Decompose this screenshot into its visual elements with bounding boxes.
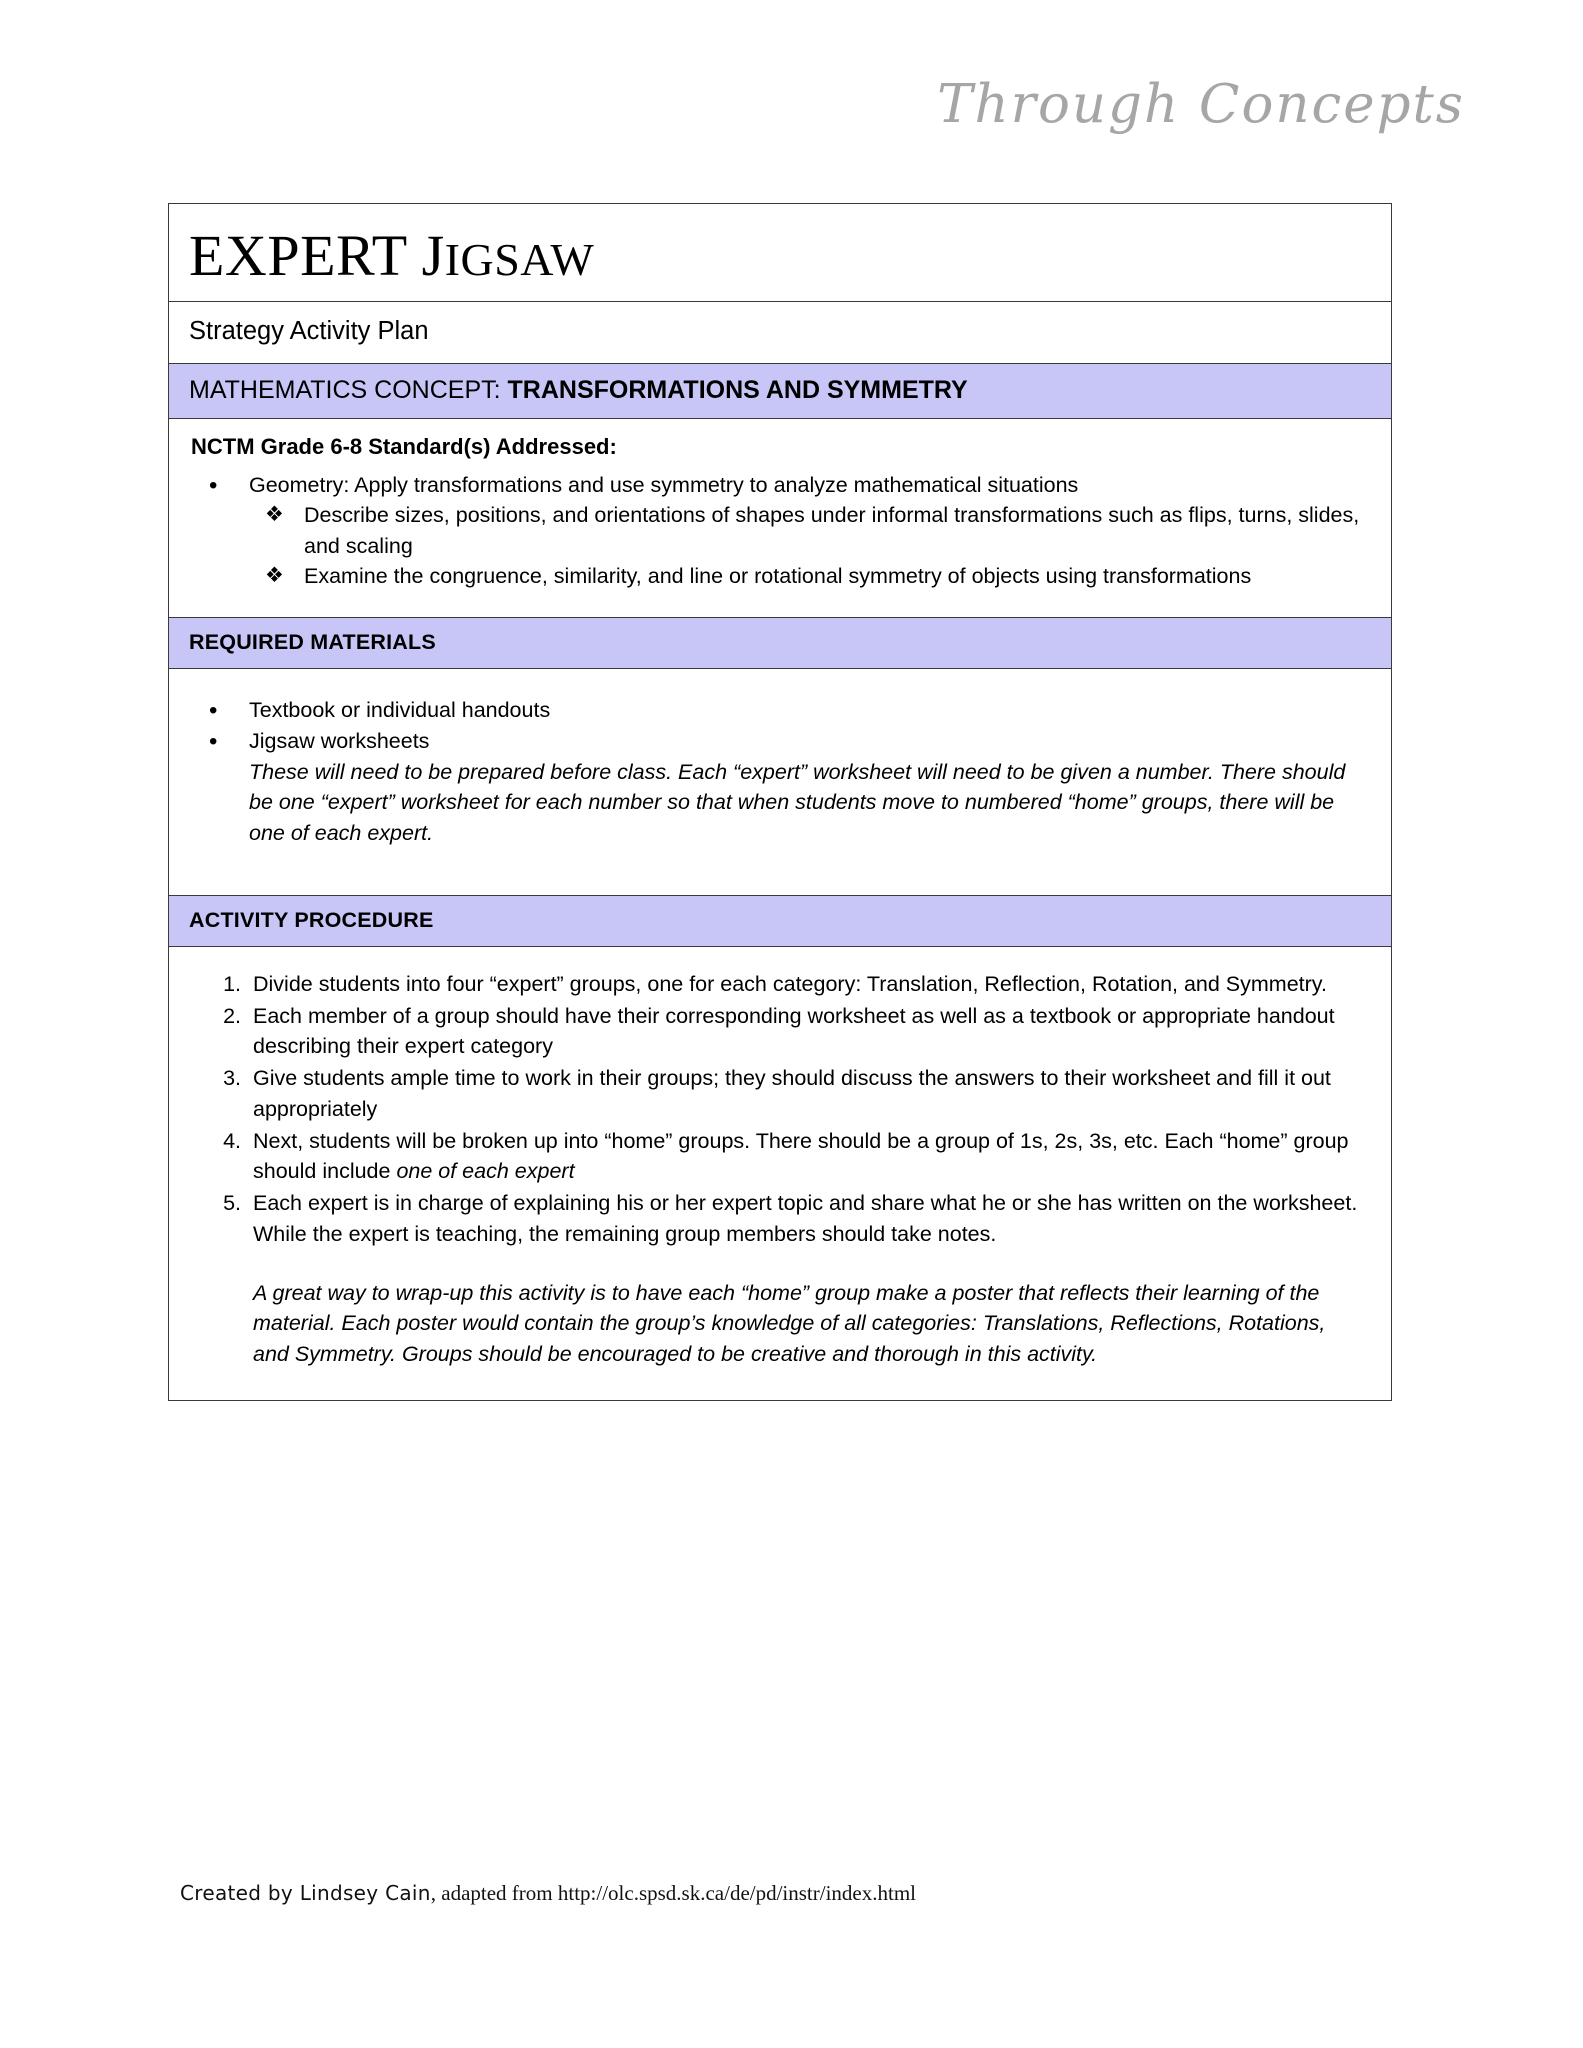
- materials-note: These will need to be prepared before class. Each “expert” worksheet will need to be given a number. There should be one “expert” worksheet for each number so that when students move to numbered “home” groups, there will be one of each expert.: [249, 759, 1346, 845]
- activity-procedure-heading: ACTIVITY PROCEDURE: [189, 908, 434, 933]
- step-text-emphasis: one of each expert: [396, 1159, 575, 1184]
- subtitle-row: [169, 302, 1391, 364]
- standards-section: [169, 419, 1391, 618]
- list-item: [191, 695, 1369, 726]
- step-number: 2.: [223, 1003, 241, 1028]
- step-number: 3.: [223, 1066, 241, 1091]
- step-text-before: Next, students will be broken up into “home” groups. There should be a group of 1s, 2s, 3s, etc. Each “home” group should include: [253, 1128, 1349, 1184]
- activity-procedure-band: [169, 896, 1391, 947]
- step-text: Give students ample time to work in their groups; they should discuss the answers to their worksheet and fill it out appropriately: [253, 1066, 1331, 1121]
- list-item: [191, 1063, 1369, 1124]
- standards-bullet-list: [191, 470, 1369, 592]
- step-text: Each member of a group should have their corresponding worksheet as well as a textbook or appropriate handout describing their expert category: [253, 1003, 1335, 1059]
- required-materials-section: [169, 669, 1391, 897]
- step-text: Divide students into four “expert” groups, one for each category: Translation, Reflection, Rotation, and Symmetry.: [253, 971, 1327, 996]
- standards-sub-item-text: Examine the congruence, similarity, and line or rotational symmetry of objects using transformations: [304, 564, 1252, 589]
- materials-item-text: Textbook or individual handouts: [249, 697, 551, 722]
- activity-plan-table: [168, 203, 1392, 1401]
- list-item: [191, 1001, 1369, 1062]
- page-title-smallcaps: IGSAW: [444, 234, 595, 285]
- title-row: [169, 204, 1391, 302]
- diamond-bullet-icon: ❖: [265, 564, 284, 588]
- diamond-bullet-icon: ❖: [265, 503, 284, 527]
- materials-item-text: Jigsaw worksheets: [249, 729, 430, 754]
- standards-item-text: Geometry: Apply transformations and use symmetry to analyze mathematical situations: [249, 472, 1079, 497]
- list-item: [191, 1188, 1369, 1249]
- standards-sub-item-text: Describe sizes, positions, and orientations of shapes under informal transformations such as flips, turns, slides, and scaling: [304, 503, 1360, 558]
- procedure-step-list: [191, 969, 1369, 1250]
- footer-source: , adapted from http://olc.spsd.sk.ca/de/pd/instr/index.html: [430, 1881, 917, 1905]
- bullet-dot-icon: •: [209, 728, 218, 756]
- list-item: [249, 500, 1369, 561]
- materials-list: [191, 695, 1369, 849]
- mathematics-concept-value: TRANSFORMATIONS AND SYMMETRY: [507, 375, 968, 404]
- standards-heading: NCTM Grade 6-8 Standard(s) Addressed:: [191, 434, 617, 459]
- required-materials-band: [169, 618, 1391, 669]
- list-item: [191, 726, 1369, 848]
- required-materials-heading: REQUIRED MATERIALS: [189, 629, 436, 654]
- list-item: [191, 1126, 1369, 1187]
- footer-credit: Created by Lindsey Cain: [180, 1881, 431, 1905]
- bullet-dot-icon: •: [209, 696, 218, 724]
- procedure-wrapup-note: A great way to wrap-up this activity is to have each “home” group make a poster that reflects their learning of the material. Each poster would contain the group’s knowledge of all categories: Translations, Reflections, Rotations, and Symmetry. Groups should be encouraged to be creative and thorough in this activity.: [253, 1280, 1326, 1367]
- page-header-watermark: Through Concepts: [937, 74, 1465, 135]
- page-title: [189, 223, 1371, 288]
- step-text: Each expert is in charge of explaining his or her expert topic and share what he or she has written on the worksheet. While the expert is teaching, the remaining group members should take notes.: [253, 1191, 1358, 1246]
- list-item: [191, 969, 1369, 1000]
- page-footer: [180, 1881, 916, 1906]
- step-number: 5.: [223, 1191, 241, 1216]
- step-number: 4.: [223, 1128, 241, 1153]
- mathematics-concept-band: [169, 364, 1391, 419]
- bullet-dot-icon: •: [209, 471, 218, 499]
- list-item: [191, 470, 1369, 592]
- mathematics-concept-label: MATHEMATICS CONCEPT:: [189, 375, 508, 404]
- page-title-main: EXPERT J: [189, 223, 445, 288]
- step-number: 1.: [223, 971, 241, 996]
- standards-sub-bullet-list: [249, 500, 1369, 592]
- page-subtitle: Strategy Activity Plan: [189, 317, 429, 346]
- mathematics-concept-line: [189, 375, 1371, 406]
- list-item: [249, 561, 1369, 592]
- activity-procedure-section: [169, 947, 1391, 1400]
